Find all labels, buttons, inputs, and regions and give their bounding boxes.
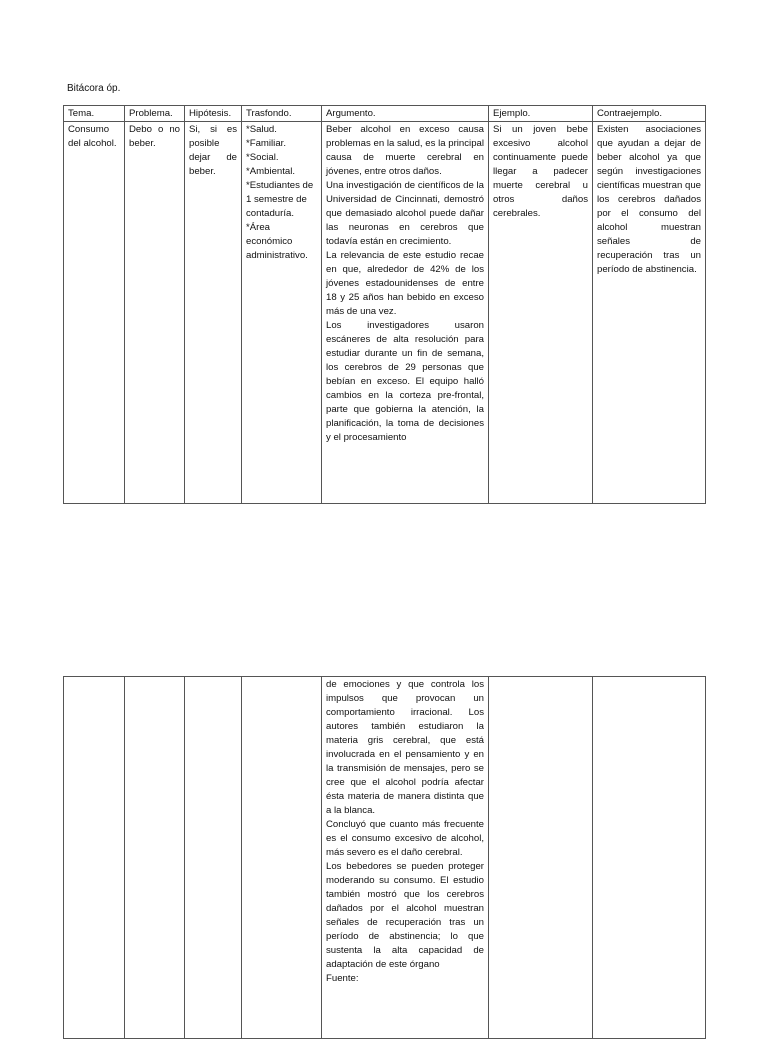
trasfondo-item: *Salud. bbox=[246, 124, 277, 135]
header-hipotesis: Hipótesis. bbox=[185, 106, 242, 122]
trasfondo-item: *Familiar. bbox=[246, 138, 286, 149]
cell-problema: Debo o no beber. bbox=[125, 122, 185, 504]
cell-tema: Consumo del alcohol. bbox=[64, 122, 125, 504]
cell-contraejemplo-cont bbox=[593, 677, 706, 1039]
trasfondo-item: *Ambiental. bbox=[246, 166, 296, 177]
table-row-continued bbox=[64, 677, 706, 1039]
table-header-row bbox=[64, 106, 706, 122]
cell-tema-cont bbox=[64, 677, 125, 1039]
log-table-part-2 bbox=[63, 676, 706, 1039]
log-table-part-1 bbox=[63, 105, 706, 504]
cell-hipotesis-cont bbox=[185, 677, 242, 1039]
cell-trasfondo bbox=[242, 122, 322, 504]
argumento-paragraph: Beber alcohol en exceso causa problemas en la salud, es la principal causa de muerte cerebral en jóvenes, entre otros daños. bbox=[326, 124, 484, 177]
trasfondo-item: *Área económico administrativo. bbox=[246, 222, 308, 261]
header-problema: Problema. bbox=[125, 106, 185, 122]
argumento-source-label: Fuente: bbox=[326, 973, 359, 984]
table-row bbox=[64, 122, 706, 504]
header-argumento: Argumento. bbox=[322, 106, 489, 122]
argumento-paragraph: Una investigación de científicos de la Universidad de Cincinnati, demostró que demasiado alcohol puede dañar las neuronas en cerebros que todavía están en crecimiento. bbox=[326, 180, 484, 247]
argumento-paragraph: Concluyó que cuanto más frecuente es el consumo excesivo de alcohol, más severo es el daño cerebral. bbox=[326, 819, 484, 858]
header-ejemplo: Ejemplo. bbox=[489, 106, 593, 122]
argumento-paragraph: La relevancia de este estudio recae en que, alrededor de 42% de los jóvenes estadounidenses de entre 18 y 25 años han bebido en exceso más de una vez. bbox=[326, 250, 484, 317]
cell-ejemplo-cont bbox=[489, 677, 593, 1039]
trasfondo-item: *Estudiantes de 1 semestre de contaduría. bbox=[246, 180, 314, 219]
cell-argumento-cont bbox=[322, 677, 489, 1039]
argumento-paragraph: de emociones y que controla los impulsos que provocan un comportamiento irracional. Los autores también estudiaron la materia gris cerebral, que está involucrada en el pensamiento y en la transmisión de mensajes, pero se cree que el alcohol podría afectar ésta materia de manera distinta que a la blanca. bbox=[326, 679, 484, 816]
cell-argumento bbox=[322, 122, 489, 504]
cell-contraejemplo: Existen asociaciones que ayudan a dejar de beber alcohol ya que según investigaciones científicas muestran que los cerebros dañados por el consumo del alcohol muestran señales de recuperación tras un período de abstinencia. bbox=[593, 122, 706, 504]
cell-ejemplo: Si un joven bebe excesivo alcohol continuamente puede llegar a padecer muerte cerebral u otros daños cerebrales. bbox=[489, 122, 593, 504]
header-trasfondo: Trasfondo. bbox=[242, 106, 322, 122]
cell-trasfondo-cont bbox=[242, 677, 322, 1039]
trasfondo-item: *Social. bbox=[246, 152, 279, 163]
document-title: Bitácora óp. bbox=[67, 83, 121, 94]
cell-problema-cont bbox=[125, 677, 185, 1039]
header-tema: Tema. bbox=[64, 106, 125, 122]
argumento-paragraph: Los investigadores usaron escáneres de alta resolución para estudiar durante un fin de semana, los cerebros de 29 personas que bebían en exceso. El equipo halló cambios en la corteza pre-frontal, parte que gobierna la atención, la planificación, la toma de decisiones y el procesamiento bbox=[326, 320, 484, 443]
argumento-paragraph: Los bebedores se pueden proteger moderando su consumo. El estudio también mostró que los cerebros dañados por el alcohol muestran señales de recuperación tras un período de abstinencia; lo que sustenta la alta capacidad de adaptación de este órgano bbox=[326, 861, 484, 970]
cell-hipotesis: Si, si es posible dejar de beber. bbox=[185, 122, 242, 504]
header-contraejemplo: Contraejemplo. bbox=[593, 106, 706, 122]
